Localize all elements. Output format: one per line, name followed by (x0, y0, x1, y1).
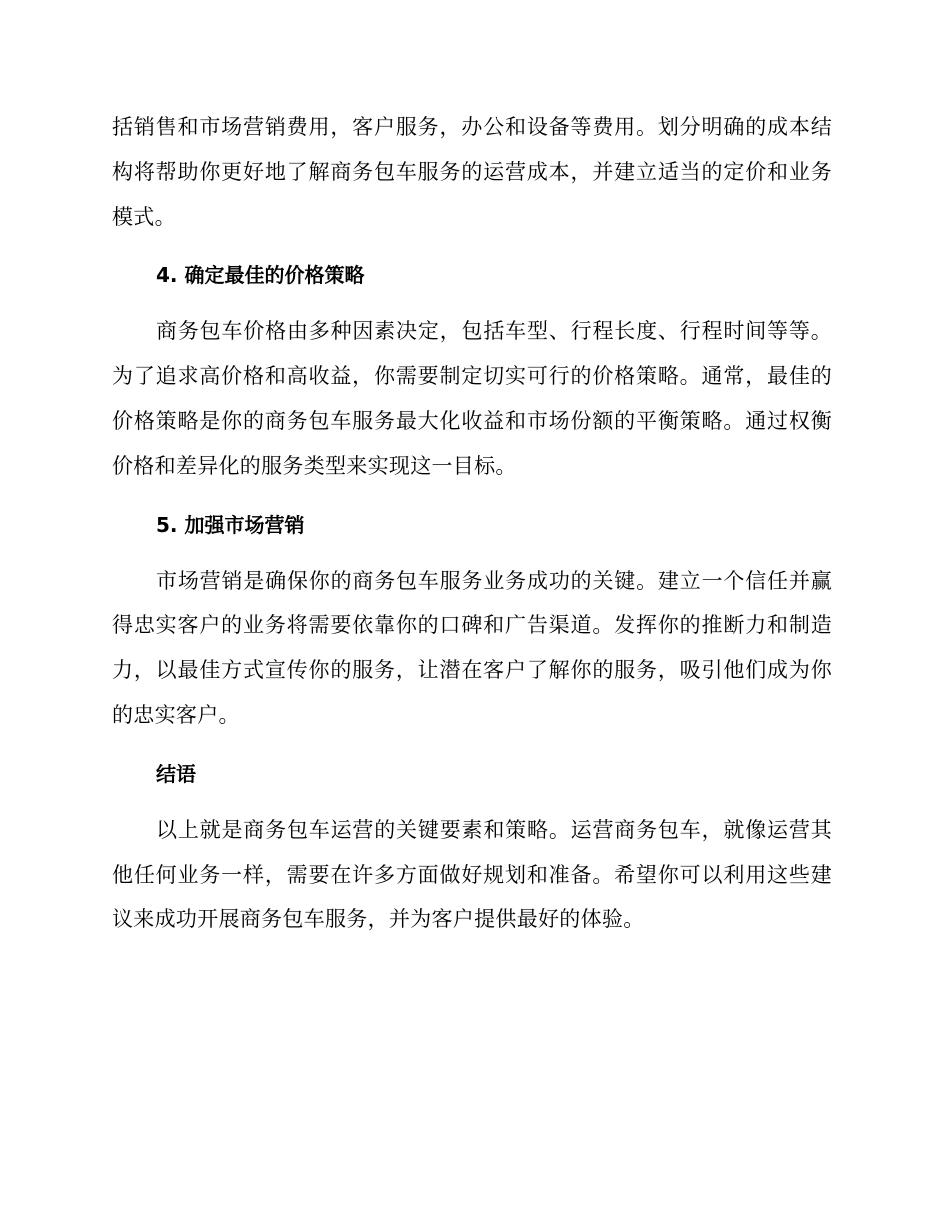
conclusion-paragraph: 以上就是商务包车运营的关键要素和策略。运营商务包车，就像运营其他任何业务一样，需要在许多方面做好规划和准备。希望你可以利用这些建议来成功开展商务包车服务，并为客户提供最好的体验。 (112, 817, 832, 932)
document-page (112, 105, 832, 942)
section-4-paragraph: 商务包车价格由多种因素决定，包括车型、行程长度、行程时间等等。为了追求高价格和高收益，你需要制定切实可行的价格策略。通常，最佳的价格策略是你的商务包车服务最大化收益和市场份额的平衡策略。通过权衡价格和差异化的服务类型来实现这一目标。 (112, 319, 832, 478)
intro-continuation-paragraph: 括销售和市场营销费用，客户服务，办公和设备等费用。划分明确的成本结构将帮助你更好地了解商务包车服务的运营成本，并建立适当的定价和业务模式。 (112, 115, 832, 229)
section-5-paragraph: 市场营销是确保你的商务包车服务业务成功的关键。建立一个信任并赢得忠实客户的业务将需要依靠你的口碑和广告渠道。发挥你的推断力和制造力，以最佳方式宣传你的服务，让潜在客户了解你的服务，吸引他们成为你的忠实客户。 (112, 568, 832, 727)
conclusion-heading: 结语 (156, 761, 196, 786)
section-4-heading: 4. 确定最佳的价格策略 (156, 263, 365, 288)
section-5-heading: 5. 加强市场营销 (156, 512, 305, 537)
